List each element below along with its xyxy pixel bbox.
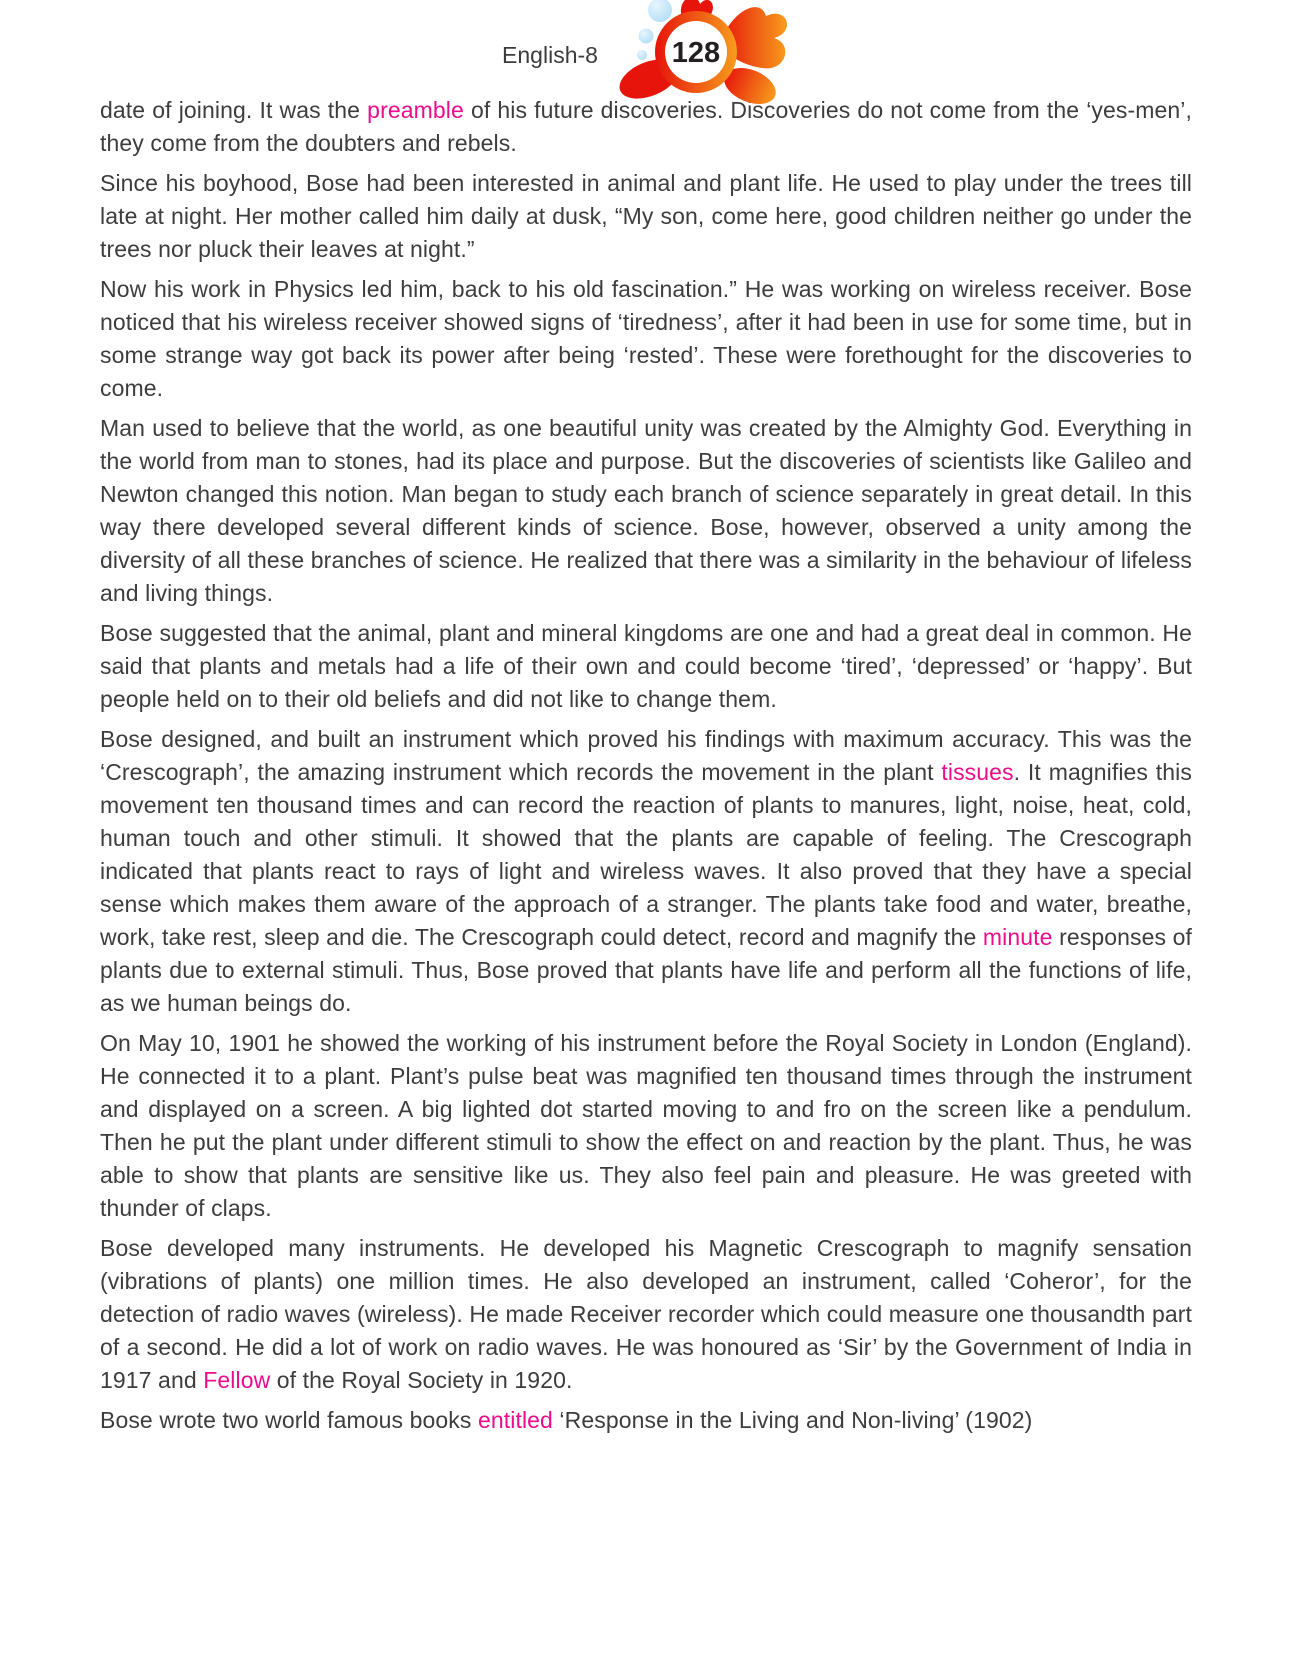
text-run: Man used to believe that the world, as one beautiful unity was created by the Almighty God. Everything in the world from man to stones, had its place and purpose. But the discoveries of scientists like Galileo and Newton changed this notion. Man began to study each branch of science separately in great detail. In this way there developed several different kinds of science. Bose, however, observed a unity among the diversity of all these branches of science. He realized that there was a similarity in the behaviour of lifeless and living things. [100, 415, 1192, 606]
text-run: Bose wrote two world famous books [100, 1407, 478, 1433]
paragraph [100, 1232, 1192, 1397]
highlighted-term: minute [982, 924, 1053, 950]
text-run: Bose designed, and built an instrument which proved his findings with maximum accuracy. This was the ‘Crescograph’, the amazing instrument which records the movement in the plant [100, 726, 1192, 785]
text-run: of the Royal Society in 1920. [270, 1367, 573, 1393]
text-run: ‘Response in the Living and Non-living’ (1902) [552, 1407, 1033, 1433]
highlighted-term: preamble [367, 97, 464, 123]
text-run: Bose suggested that the animal, plant and mineral kingdoms are one and had a great deal in common. He said that plants and metals had a life of their own and could become ‘tired’, ‘depressed’ or ‘happy’. But people held on to their old beliefs and did not like to change them. [100, 620, 1192, 712]
bubble-icon [637, 50, 647, 60]
text-run: . It magnifies this movement ten thousand times and can record the reaction of plants to manures, light, noise, heat, cold, human touch and other stimuli. It showed that the plants are capable of feeling. The Crescograph indicated that plants react to rays of light and wireless waves. It also proved that they have a special sense which makes them aware of the approach of a stranger. The plants take food and water, breathe, work, take rest, sleep and die. The Crescograph could detect, record and magnify the [100, 759, 1192, 950]
paragraph [100, 167, 1192, 266]
text-run: of his future discoveries. Discoveries do not come from the ‘yes-men’, they come from the doubters and rebels. [100, 97, 1192, 156]
paragraph [100, 1404, 1192, 1437]
highlighted-term: tissues [941, 759, 1014, 785]
highlighted-term: entitled [477, 1407, 553, 1433]
bubble-icon [638, 29, 653, 44]
text-run: responses of plants due to external stimuli. Thus, Bose proved that plants have life and perform all the functions of life, as we human beings do. [100, 924, 1192, 1016]
paragraph [100, 723, 1192, 1020]
text-run: Now his work in Physics led him, back to his old fascination.” He was working on wireless receiver. Bose noticed that his wireless receiver showed signs of ‘tiredness’, after it had been in use for some time, but in some strange way got back its power after being ‘rested’. These were forethought for the discoveries to come. [100, 276, 1192, 401]
page-footer [0, 0, 1296, 116]
text-run: Bose developed many instruments. He developed his Magnetic Crescograph to magnify sensation (vibrations of plants) one million times. He also developed an instrument, called ‘Coheror’, for the detection of radio waves (wireless). He made Receiver recorder which could measure one thousandth part of a second. He did a lot of work on radio waves. He was honoured as ‘Sir’ by the Government of India in 1917 and [100, 1235, 1192, 1393]
page-number: 128 [671, 37, 721, 69]
text-run: Since his boyhood, Bose had been interested in animal and plant life. He used to play under the trees till late at night. Her mother called him daily at dusk, “My son, come here, good children neither go under the trees nor pluck their leaves at night.” [100, 170, 1192, 262]
highlighted-term: Fellow [203, 1367, 271, 1393]
paragraph [100, 1027, 1192, 1225]
paragraph [100, 617, 1192, 716]
text-run: date of joining. It was the [100, 97, 368, 123]
paragraph [100, 412, 1192, 610]
text-run: On May 10, 1901 he showed the working of his instrument before the Royal Society in London (England). He connected it to a plant. Plant’s pulse beat was magnified ten thousand times through the instrument and displayed on a screen. A big lighted dot started moving to and fro on the screen like a pendulum. Then he put the plant under different stimuli to show the effect on and reaction by the plant. Thus, he was able to show that plants are sensitive like us. They also feel pain and pleasure. He was greeted with thunder of claps. [100, 1030, 1192, 1221]
book-title-label: English-8 [502, 41, 598, 68]
article-body [100, 94, 1192, 1444]
publisher-fish-logo [604, 0, 794, 116]
paragraph [100, 273, 1192, 405]
bubble-icon [648, 0, 672, 22]
